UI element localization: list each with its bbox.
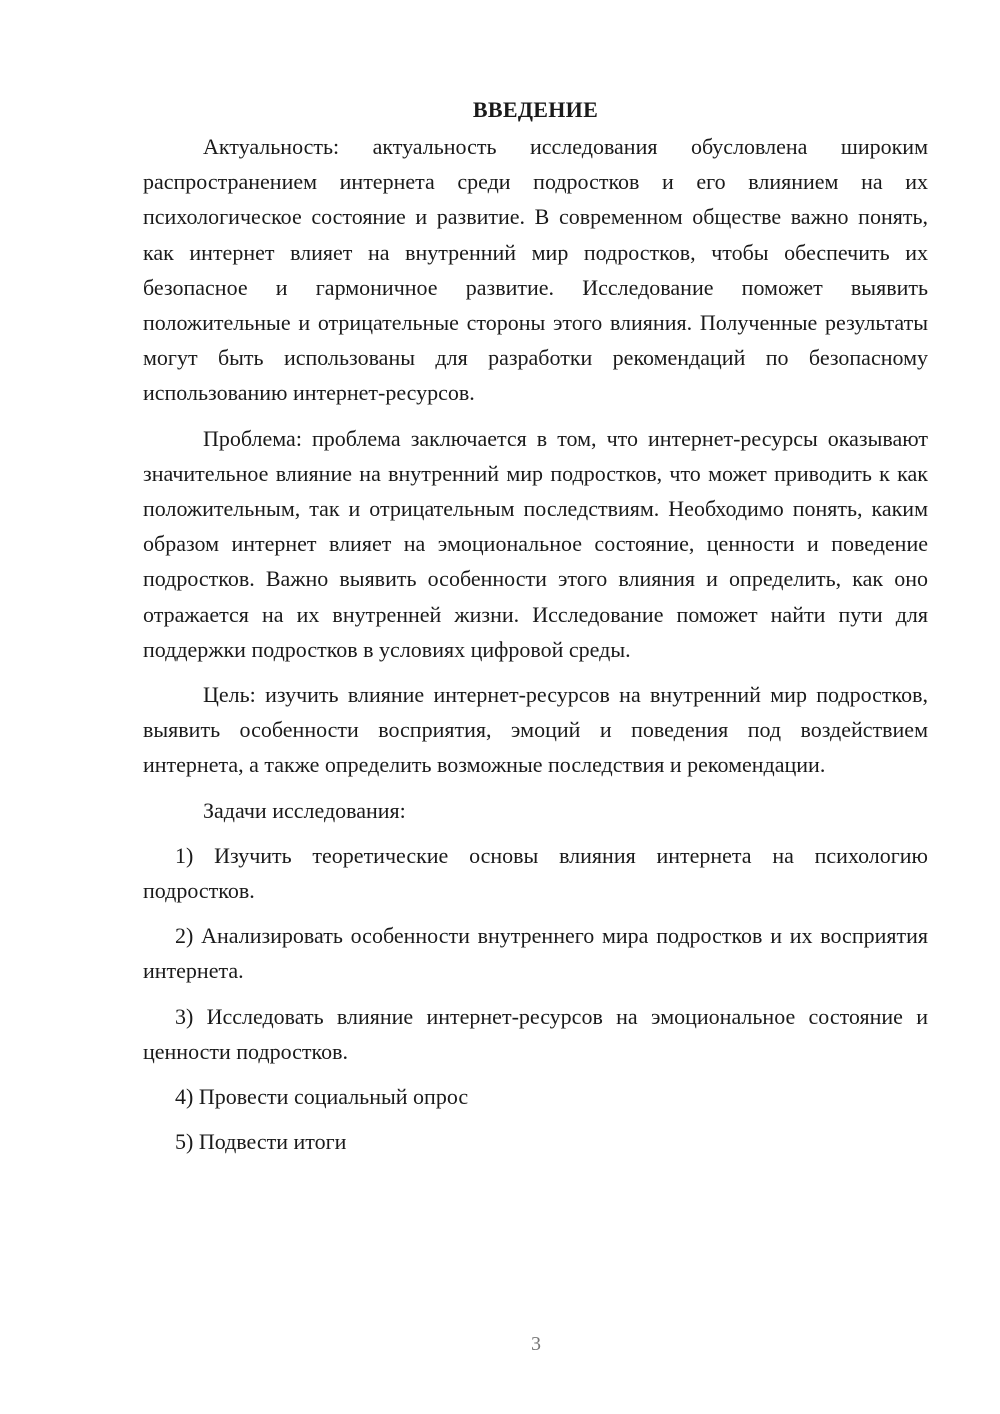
document-page: [143, 92, 928, 1159]
task-item-3: 3) Исследовать влияние интернет-ресурсов на эмоциональное состояние и ценности подростков.: [143, 1003, 928, 1064]
task-item-2: 2) Анализировать особенности внутреннего мира подростков и их восприятия интернета.: [143, 923, 928, 984]
paragraph-relevance: Актуальность: актуальность исследования обусловлена широким распространением интернета среди подростков и его влиянием на их психологическое состояние и развитие. В современном обществе важно понять, как интернет влияет на внутренний мир подростков, чтобы обеспечить их безопасное и гармоничное развитие. Исследование поможет выявить положительные и отрицательные стороны этого влияния. Полученные результаты могут быть использованы для разработки рекомендаций по безопасному использованию интернет-ресурсов.: [143, 134, 928, 406]
task-item-5: 5) Подвести итоги: [175, 1129, 347, 1155]
tasks-heading: Задачи исследования:: [203, 797, 406, 823]
task-item-4: 4) Провести социальный опрос: [175, 1084, 469, 1110]
page-title: ВВЕДЕНИЕ: [472, 97, 599, 122]
paragraph-goal: Цель: изучить влияние интернет-ресурсов на внутренний мир подростков, выявить особенности восприятия, эмоций и поведения под воздействием интернета, а также определить возможные последствия и рекомендации.: [143, 682, 928, 778]
page-number: 3: [531, 1333, 541, 1355]
paragraph-problem: Проблема: проблема заключается в том, что интернет-ресурсы оказывают значительное влияние на внутренний мир подростков, что может приводить к как положительным, так и отрицательным последствиям. Необходимо понять, каким образом интернет влияет на эмоциональное состояние, ценности и поведение подростков. Важно выявить особенности этого влияния и определить, как оно отражается на их внутренней жизни. Исследование поможет найти пути для поддержки подростков в условиях цифровой среды.: [143, 425, 928, 662]
task-item-1: 1) Изучить теоретические основы влияния интернета на психологию подростков.: [143, 842, 928, 904]
